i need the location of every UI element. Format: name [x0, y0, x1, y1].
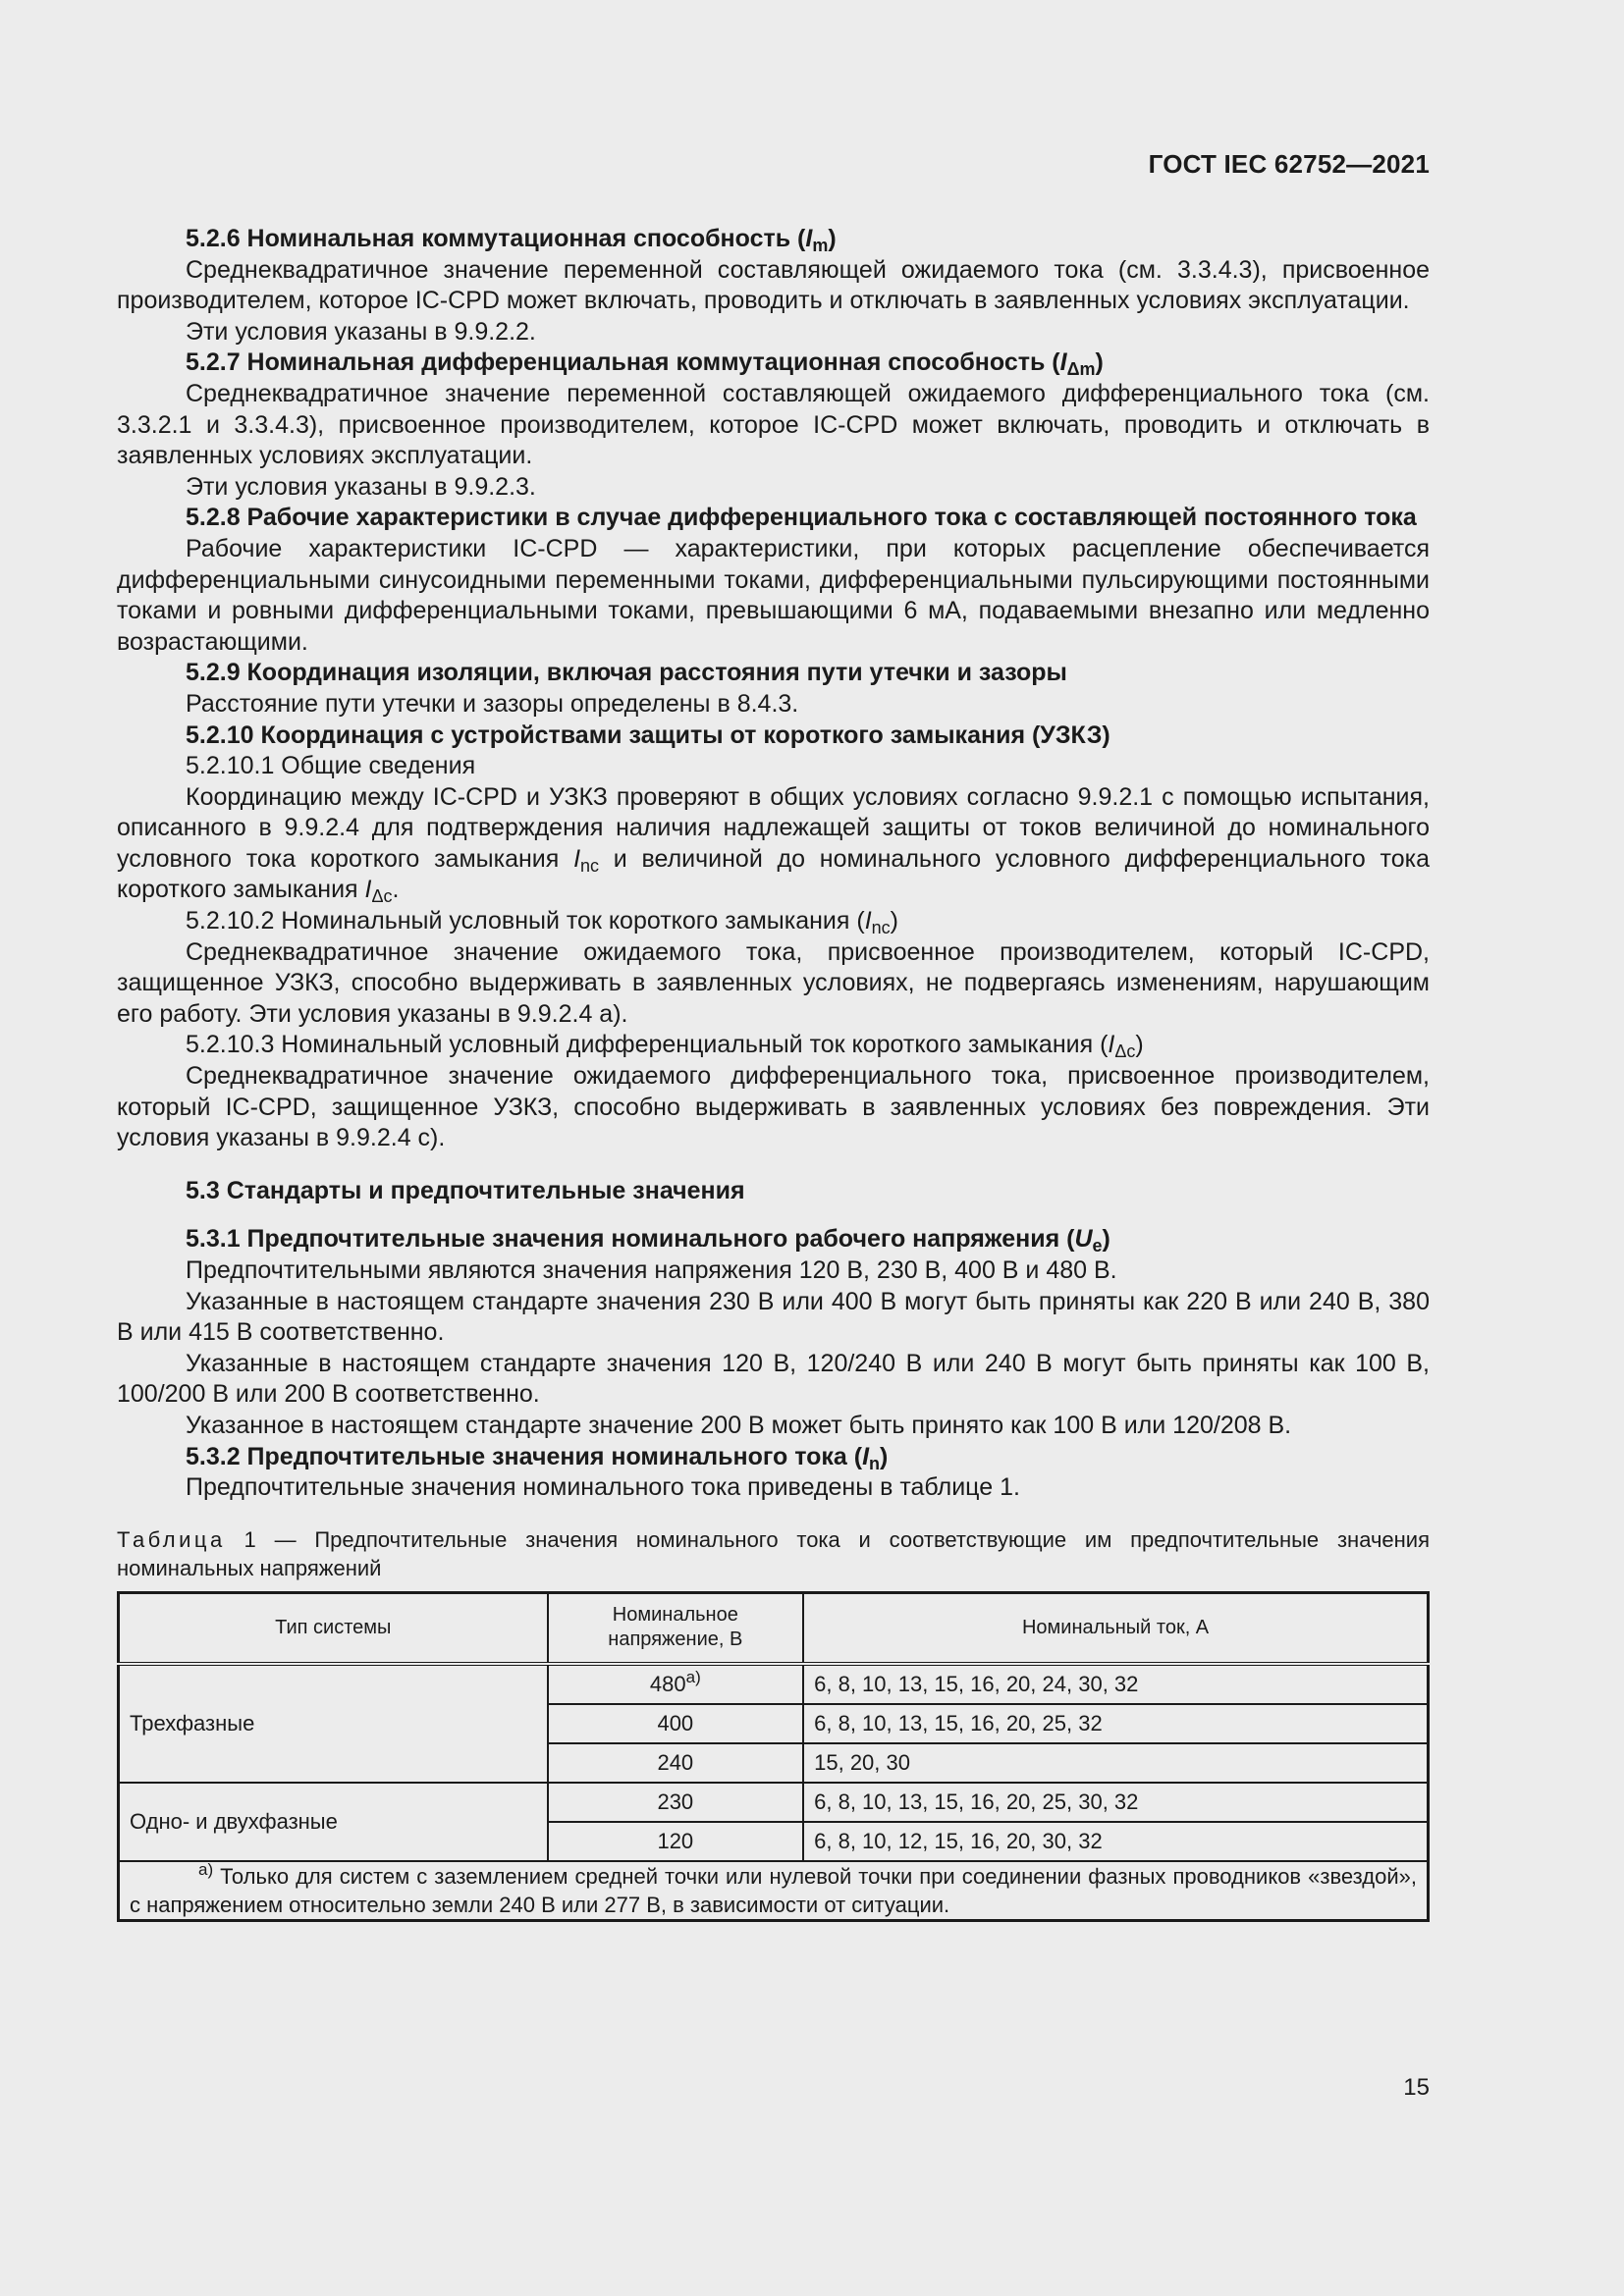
voltage-cell: $480^{а)}$	[548, 1664, 804, 1704]
table-footnote: $^{а)}$ Только для систем с заземлением средней точки или нулевой точки при соединении фазных проводников «звездой», с напряжением относительно земли 240 В или 277 В, в зависимости от ситуации.	[119, 1861, 1429, 1921]
column-header: Номинальный ток, А	[803, 1592, 1428, 1664]
document-id: ГОСТ IEC 62752—2021	[1148, 149, 1430, 179]
column-header: Номинальное напряжение, В	[548, 1592, 804, 1664]
voltage-cell: 400	[548, 1704, 804, 1743]
paragraph: Эти условия указаны в 9.9.2.3.	[186, 472, 536, 501]
table-row	[119, 1783, 1429, 1822]
heading-5-2-7: 5.2.7 Номинальная дифференциальная коммутационная способность $(I_{\Delta m})$	[186, 348, 1104, 380]
paragraph: Предпочтительными являются значения напряжения 120 В, 230 В, 400 В и 480 В.	[186, 1256, 1117, 1284]
current-cell: 6, 8, 10, 13, 15, 16, 20, 24, 30, 32	[803, 1664, 1428, 1704]
heading-5-2-6: 5.2.6 Номинальная коммутационная способность $(I_m)$	[186, 225, 837, 255]
heading-5-2-8: 5.2.8 Рабочие характеристики в случае дифференциального тока с составляющей постоянного тока	[186, 504, 1417, 532]
paragraph: Указанные в настоящем стандарте значения 120 В, 120/240 В или 240 В могут быть приняты как 100 В, 100/200 В или 200 В соответственно.	[117, 1349, 1430, 1409]
table-1	[117, 1591, 1430, 1922]
current-cell: 6, 8, 10, 13, 15, 16, 20, 25, 30, 32	[803, 1783, 1428, 1822]
voltage-cell: 230	[548, 1783, 804, 1822]
current-cell: 15, 20, 30	[803, 1743, 1428, 1783]
paragraph: Рабочие характеристики IC-CPD — характеристики, при которых расцепление обеспечивается дифференциальными синусоидными переменными токами, дифференциальными пульсирующими постоянными токами и ровными дифференциальными токами, превышающими 6 мА, подаваемыми внезапно или медленно возрастающими.	[117, 534, 1430, 656]
heading-5-2-10: 5.2.10 Координация с устройствами защиты от короткого замыкания (УЗКЗ)	[186, 721, 1110, 749]
heading-5-2-9: 5.2.9 Координация изоляции, включая расстояния пути утечки и зазоры	[186, 659, 1067, 687]
paragraph: Указанное в настоящем стандарте значение 200 В может быть принято как 100 В или 120/208 В.	[186, 1411, 1292, 1439]
current-cell: 6, 8, 10, 13, 15, 16, 20, 25, 32	[803, 1704, 1428, 1743]
system-type-cell: Трехфазные	[119, 1664, 548, 1783]
heading-5-3-2: 5.3.2 Предпочтительные значения номинального тока $(I_n)$	[186, 1442, 889, 1473]
paragraph: Указанные в настоящем стандарте значения 230 В или 400 В могут быть приняты как 220 В или 240 В, 380 В или 415 В соответственно.	[117, 1287, 1430, 1347]
subheading-5-2-10-1: 5.2.10.1 Общие сведения	[186, 752, 476, 780]
page-number: 15	[1403, 2074, 1430, 2101]
paragraph: Среднеквадратичное значение ожидаемого дифференциального тока, присвоенное производителем, который IC-CPD, защищенное УЗКЗ, способно выдерживать в заявленных условиях без повреждения. Эти условия указаны в 9.9.2.4 с).	[117, 1062, 1430, 1152]
column-header: Тип системы	[119, 1592, 548, 1664]
current-cell: 6, 8, 10, 12, 15, 16, 20, 30, 32	[803, 1822, 1428, 1861]
paragraph: Среднеквадратичное значение ожидаемого тока, присвоенное производителем, который IC-CPD, защищенное УЗКЗ, способно выдерживать в заявленных условиях, не подвергаясь изменениям, нарушающим его работу. Эти условия указаны в 9.9.2.4 а).	[117, 937, 1430, 1028]
paragraph: Среднеквадратичное значение переменной составляющей ожидаемого дифференциального тока (см. 3.3.2.1 и 3.3.4.3), присвоенное производителем, которое IC-CPD может включать, проводить и отключать в заявленных условиях эксплуатации.	[117, 379, 1430, 470]
subheading-5-2-10-2: 5.2.10.2 Номинальный условный ток короткого замыкания $(I_{nc})$	[186, 907, 898, 938]
voltage-cell: 120	[548, 1822, 804, 1861]
heading-5-3: 5.3 Стандарты и предпочтительные значения	[186, 1176, 745, 1204]
paragraph: Среднеквадратичное значение переменной составляющей ожидаемого тока (см. 3.3.4.3), присвоенное производителем, которое IC-CPD может включать, проводить и отключать в заявленных условиях эксплуатации.	[117, 255, 1430, 315]
page-content	[117, 224, 1430, 1922]
paragraph: Предпочтительные значения номинального тока приведены в таблице 1.	[186, 1473, 1020, 1502]
paragraph: Эти условия указаны в 9.9.2.2.	[186, 317, 536, 346]
table-header-row	[119, 1592, 1429, 1664]
table-row	[119, 1664, 1429, 1704]
paragraph: Расстояние пути утечки и зазоры определены в 8.4.3.	[186, 689, 799, 718]
voltage-cell: 240	[548, 1743, 804, 1783]
heading-5-3-1: 5.3.1 Предпочтительные значения номинального рабочего напряжения $(U_e)$	[186, 1225, 1110, 1256]
paragraph: Координацию между IC-CPD и УЗКЗ проверяют в общих условиях согласно 9.9.2.1 с помощью испытания, описанного в 9.9.2.4 для подтверждения наличия надлежащей защиты от токов величиной до номинального условного тока короткого замыкания $I_{nc}$ и величиной до номинального условного дифференциального тока короткого замыкания $I_{\Delta c}$.	[117, 782, 1430, 907]
subheading-5-2-10-3: 5.2.10.3 Номинальный условный дифференциальный ток короткого замыкания $(I_{\Delta c})$	[186, 1031, 1144, 1062]
table-note-row	[119, 1861, 1429, 1921]
table-caption: Таблица 1 — Предпочтительные значения номинального тока и соответствующие им предпочтительные значения номинальных напряжений	[117, 1526, 1430, 1580]
system-type-cell: Одно- и двухфазные	[119, 1783, 548, 1861]
